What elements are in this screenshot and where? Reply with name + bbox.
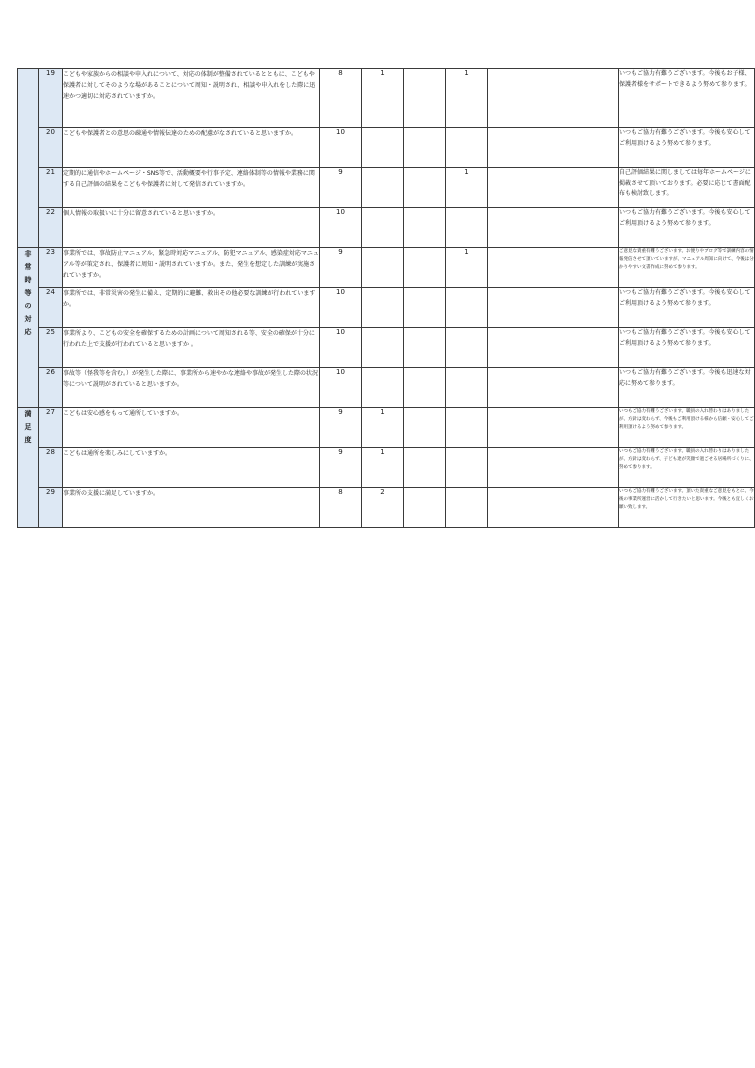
response-comment: いつもご協力有難うございます。今後も安心してご利用頂けるよう努めて参ります。 xyxy=(619,288,755,328)
response-comment: いつもご協力有難うございます。今後もお子様、保護者様をサポートできるよう努めて参ります。 xyxy=(619,69,755,128)
count-somewhat: 1 xyxy=(362,69,404,128)
count-no xyxy=(404,69,446,128)
table-row xyxy=(18,448,755,488)
count-no xyxy=(404,208,446,248)
question-number: 26 xyxy=(39,368,63,408)
section-char: の xyxy=(24,302,32,310)
count-yes: 8 xyxy=(320,488,362,528)
question-text: 事故等（怪我等を含む。）が発生した際に、事業所から速やかな連絡や事故が発生した際の状況等について説明がされていると思いますか。 xyxy=(63,368,320,408)
table-row xyxy=(18,69,755,128)
count-somewhat xyxy=(362,368,404,408)
count-no xyxy=(404,288,446,328)
count-unknown xyxy=(446,208,488,248)
response-comment: いつもご協力有難うございます。今後も迅速な対応に努めて参ります。 xyxy=(619,368,755,408)
count-unknown xyxy=(446,408,488,448)
count-no xyxy=(404,488,446,528)
count-unknown: 1 xyxy=(446,248,488,288)
question-text: 事業所の支援に満足していますか。 xyxy=(63,488,320,528)
count-unknown: 1 xyxy=(446,69,488,128)
section-char: 度 xyxy=(24,436,32,444)
question-number: 24 xyxy=(39,288,63,328)
table-row xyxy=(18,168,755,208)
count-yes: 9 xyxy=(320,448,362,488)
count-no xyxy=(404,368,446,408)
count-yes: 9 xyxy=(320,408,362,448)
count-no xyxy=(404,128,446,168)
count-somewhat xyxy=(362,168,404,208)
count-somewhat xyxy=(362,208,404,248)
section-char: 非 xyxy=(24,250,32,258)
count-no xyxy=(404,448,446,488)
response-comment: ご意見な貴重有難うございます。お便りやブログ等で訓練内容の情報発信させて頂いていますが、マニュアル周知に向けて、今後は分かりやすい文書作成に努めて参ります。 xyxy=(619,248,755,288)
question-number: 25 xyxy=(39,328,63,368)
table-row xyxy=(18,408,755,448)
count-yes: 10 xyxy=(320,328,362,368)
count-no xyxy=(404,168,446,208)
response-comment: いつもご協力有難うございます。職員の入れ替わりはありましたが、方針は変わらず、今後もご利用頂ける様から信頼・安心してご利用頂けるよう努めて参ります。 xyxy=(619,408,755,448)
count-yes: 10 xyxy=(320,128,362,168)
count-unknown xyxy=(446,328,488,368)
table-row xyxy=(18,328,755,368)
opinion-cell xyxy=(488,488,619,528)
question-number: 21 xyxy=(39,168,63,208)
count-no xyxy=(404,408,446,448)
section-char: 等 xyxy=(24,289,32,297)
response-comment: いつもご協力有難うございます。職員の入れ替わりはありましたが、方針は変わらず、子ども達が笑顔で過ごせる居場所づくりに、努めて参ります。 xyxy=(619,448,755,488)
table-row xyxy=(18,288,755,328)
response-comment: いつもご協力有難うございます。今後も安心してご利用頂けるよう努めて参ります。 xyxy=(619,128,755,168)
section-char: 足 xyxy=(24,423,32,431)
table-body xyxy=(18,69,755,528)
opinion-cell xyxy=(488,328,619,368)
question-text: こどもは安心感をもって通所していますか。 xyxy=(63,408,320,448)
opinion-cell xyxy=(488,448,619,488)
count-no xyxy=(404,328,446,368)
count-somewhat: 2 xyxy=(362,488,404,528)
question-number: 20 xyxy=(39,128,63,168)
section-label xyxy=(18,408,39,528)
opinion-cell xyxy=(488,248,619,288)
question-text: 定期的に通信やホームページ・SNS等で、活動概要や行事予定、連絡体制等の情報や業務に関する自己評価の結果をこどもや保護者に対して発信されていますか。 xyxy=(63,168,320,208)
opinion-cell xyxy=(488,288,619,328)
count-yes: 9 xyxy=(320,168,362,208)
count-yes: 8 xyxy=(320,69,362,128)
count-yes: 10 xyxy=(320,368,362,408)
question-number: 22 xyxy=(39,208,63,248)
section-char: 応 xyxy=(24,328,32,336)
question-text: こどもや保護者との意思の疎通や情報伝達のための配慮がなされていると思いますか。 xyxy=(63,128,320,168)
opinion-cell xyxy=(488,168,619,208)
response-comment: 自己評価結果に関しましては毎年ホームページに掲載させて頂いております。必要に応じて書面配布も検討致します。 xyxy=(619,168,755,208)
table-row xyxy=(18,208,755,248)
count-somewhat: 1 xyxy=(362,448,404,488)
question-text: 事業所より、こどもの安全を確保するための計画について周知される等、安全の確保が十分に行われた上で支援が行われていると思いますか 。 xyxy=(63,328,320,368)
question-number: 29 xyxy=(39,488,63,528)
count-somewhat xyxy=(362,328,404,368)
count-no xyxy=(404,248,446,288)
count-yes: 10 xyxy=(320,208,362,248)
section-char: 常 xyxy=(24,263,32,271)
question-number: 27 xyxy=(39,408,63,448)
evaluation-table xyxy=(17,68,755,528)
response-comment: いつもご協力有難うございます。頂いた貴重なご意見をもとに、今後の事業所運営に活かして行きたいと思います。今後とも宜しくお願い致します。 xyxy=(619,488,755,528)
count-unknown xyxy=(446,368,488,408)
section-label xyxy=(18,69,39,248)
count-unknown: 1 xyxy=(446,168,488,208)
table-row xyxy=(18,368,755,408)
count-somewhat xyxy=(362,128,404,168)
count-unknown xyxy=(446,488,488,528)
question-text: 個人情報の取扱いに十分に留意されていると思いますか。 xyxy=(63,208,320,248)
count-unknown xyxy=(446,448,488,488)
section-char: 対 xyxy=(24,315,32,323)
count-yes: 10 xyxy=(320,288,362,328)
count-unknown xyxy=(446,288,488,328)
question-text: 事業所では、事故防止マニュアル、緊急時対応マニュアル、防犯マニュアル、感染症対応マニュアル等が策定され、保護者に周知・説明されていますか。また、発生を想定した訓練が実施されていますか。 xyxy=(63,248,320,288)
section-char: 時 xyxy=(24,276,32,284)
response-comment: いつもご協力有難うございます。今後も安心してご利用頂けるよう努めて参ります。 xyxy=(619,328,755,368)
question-number: 19 xyxy=(39,69,63,128)
count-somewhat xyxy=(362,248,404,288)
table-row xyxy=(18,128,755,168)
count-unknown xyxy=(446,128,488,168)
table-row xyxy=(18,248,755,288)
question-number: 23 xyxy=(39,248,63,288)
table-row xyxy=(18,488,755,528)
response-comment: いつもご協力有難うございます。今後も安心してご利用頂けるよう努めて参ります。 xyxy=(619,208,755,248)
count-somewhat: 1 xyxy=(362,408,404,448)
question-text: 事業所では、非常災害の発生に備え、定期的に避難、救出その他必要な訓練が行われていますか。 xyxy=(63,288,320,328)
question-number: 28 xyxy=(39,448,63,488)
opinion-cell xyxy=(488,368,619,408)
section-char: 満 xyxy=(24,410,32,418)
opinion-cell xyxy=(488,208,619,248)
opinion-cell xyxy=(488,69,619,128)
question-text: こどもや家族からの相談や申入れについて、対応の体制が整備されているとともに、こどもや保護者に対してそのような場があることについて周知・説明され、相談や申入れをした際に迅速かつ適切に対応されていますか。 xyxy=(63,69,320,128)
count-yes: 9 xyxy=(320,248,362,288)
question-text: こどもは通所を楽しみにしていますか。 xyxy=(63,448,320,488)
count-somewhat xyxy=(362,288,404,328)
opinion-cell xyxy=(488,128,619,168)
section-label xyxy=(18,248,39,408)
opinion-cell xyxy=(488,408,619,448)
